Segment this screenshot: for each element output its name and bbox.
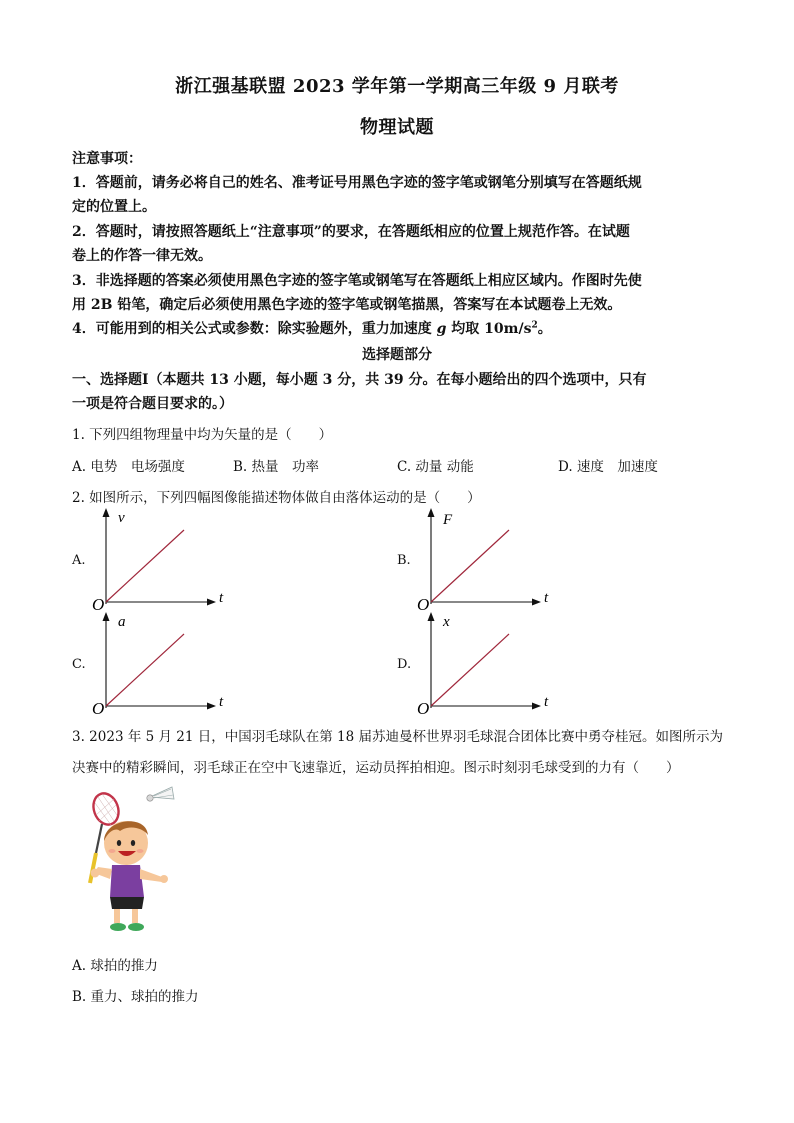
q3-stem: 3. 2023 年 5 月 21 日，中国羽毛球队在第 18 届苏迪曼杯世界羽毛球混合团体比赛中勇夺桂冠。如图所示为 (72, 729, 724, 745)
x-axis-label: t (219, 590, 224, 606)
note-line: 卷上的作答一律无效。 (72, 248, 212, 264)
x-axis-arrow (207, 599, 216, 606)
y-axis-label: v (118, 510, 125, 526)
q1-stem: 1. 下列四组物理量中均为矢量的是（ ） (72, 427, 333, 443)
player-head (104, 821, 148, 865)
q1-option-d[interactable]: D. 速度 加速度 (558, 459, 658, 475)
graph-line (106, 530, 184, 602)
y-axis-arrow (428, 612, 435, 621)
note-line: 2．答题时，请按照答题纸上“注意事项”的要求，在答题纸相应的位置上规范作答。在试题 (72, 224, 630, 240)
section-heading: 选择题部分 (362, 347, 432, 363)
y-axis-arrow (103, 612, 110, 621)
y-axis-label: F (443, 512, 453, 528)
graph-b (413, 506, 563, 620)
graph-a (88, 506, 238, 620)
x-axis-arrow (532, 703, 541, 710)
y-axis-label: a (118, 614, 126, 630)
note-line: 3．非选择题的答案必须使用黑色字迹的签字笔或钢笔写在答题纸上相应区域内。作图时先使 (72, 273, 642, 289)
graph-label-b[interactable]: B. (397, 553, 411, 568)
x-axis-arrow (532, 599, 541, 606)
origin-label: O (417, 595, 430, 614)
origin-label: O (92, 595, 105, 614)
note-line: 用 2B 铅笔，确定后必须使用黑色字迹的签字笔或钢笔描黑，答案写在本试题卷上无效。 (72, 297, 622, 313)
y-axis-arrow (103, 508, 110, 517)
origin-label: O (92, 699, 105, 718)
x-axis-label: t (219, 694, 224, 710)
q2-stem: 2. 如图所示，下列四幅图像能描述物体做自由落体运动的是（ ） (72, 490, 481, 506)
section-intro: 一、选择题Ⅰ（本题共 13 小题，每小题 3 分，共 39 分。在每小题给出的四个选项中，只有 (72, 372, 647, 388)
graph-label-a[interactable]: A. (72, 553, 86, 568)
x-axis-label: t (544, 694, 549, 710)
note-line: 定的位置上。 (72, 199, 156, 215)
exam-subtitle: 物理试题 (360, 117, 434, 138)
graph-label-c[interactable]: C. (72, 657, 86, 672)
q1-option-c[interactable]: C. 动量 动能 (397, 459, 474, 475)
note-line-4: 4．可能用到的相关公式或参数：除实验题外，重力加速度 g 均取 $10m/s^2$。 (72, 320, 552, 337)
notes-heading: 注意事项： (72, 151, 142, 167)
x-axis-label: t (544, 590, 549, 606)
player-body (91, 865, 169, 931)
q3-stem: 决赛中的精彩瞬间，羽毛球正在空中飞速靠近，运动员挥拍相迎。图示时刻羽毛球受到的力有（ ） (72, 760, 680, 776)
x-axis-arrow (207, 703, 216, 710)
note-line: 1．答题前，请务必将自己的姓名、准考证号用黑色字迹的签字笔或钢笔分别填写在答题纸规 (72, 175, 642, 191)
section-intro: 一项是符合题目要求的。） (72, 396, 233, 412)
graph-line (106, 634, 184, 706)
graph-c (88, 610, 238, 724)
exam-title: 浙江强基联盟 2023 学年第一学期高三年级 9 月联考 (175, 76, 619, 97)
y-axis-arrow (428, 508, 435, 517)
y-axis-label: x (443, 614, 450, 630)
origin-label: O (417, 699, 430, 718)
graph-line (431, 634, 509, 706)
q3-option-b[interactable]: B. 重力、球拍的推力 (72, 989, 199, 1005)
graph-label-d[interactable]: D. (397, 657, 412, 672)
q3-option-a[interactable]: A. 球拍的推力 (72, 958, 158, 974)
q1-option-a[interactable]: A. 电势 电场强度 (72, 459, 185, 475)
graph-d (413, 610, 563, 724)
badminton-player-illustration (76, 785, 186, 944)
shuttlecock-icon (147, 787, 174, 801)
graph-line (431, 530, 509, 602)
q1-option-b[interactable]: B. 热量 功率 (233, 459, 320, 475)
